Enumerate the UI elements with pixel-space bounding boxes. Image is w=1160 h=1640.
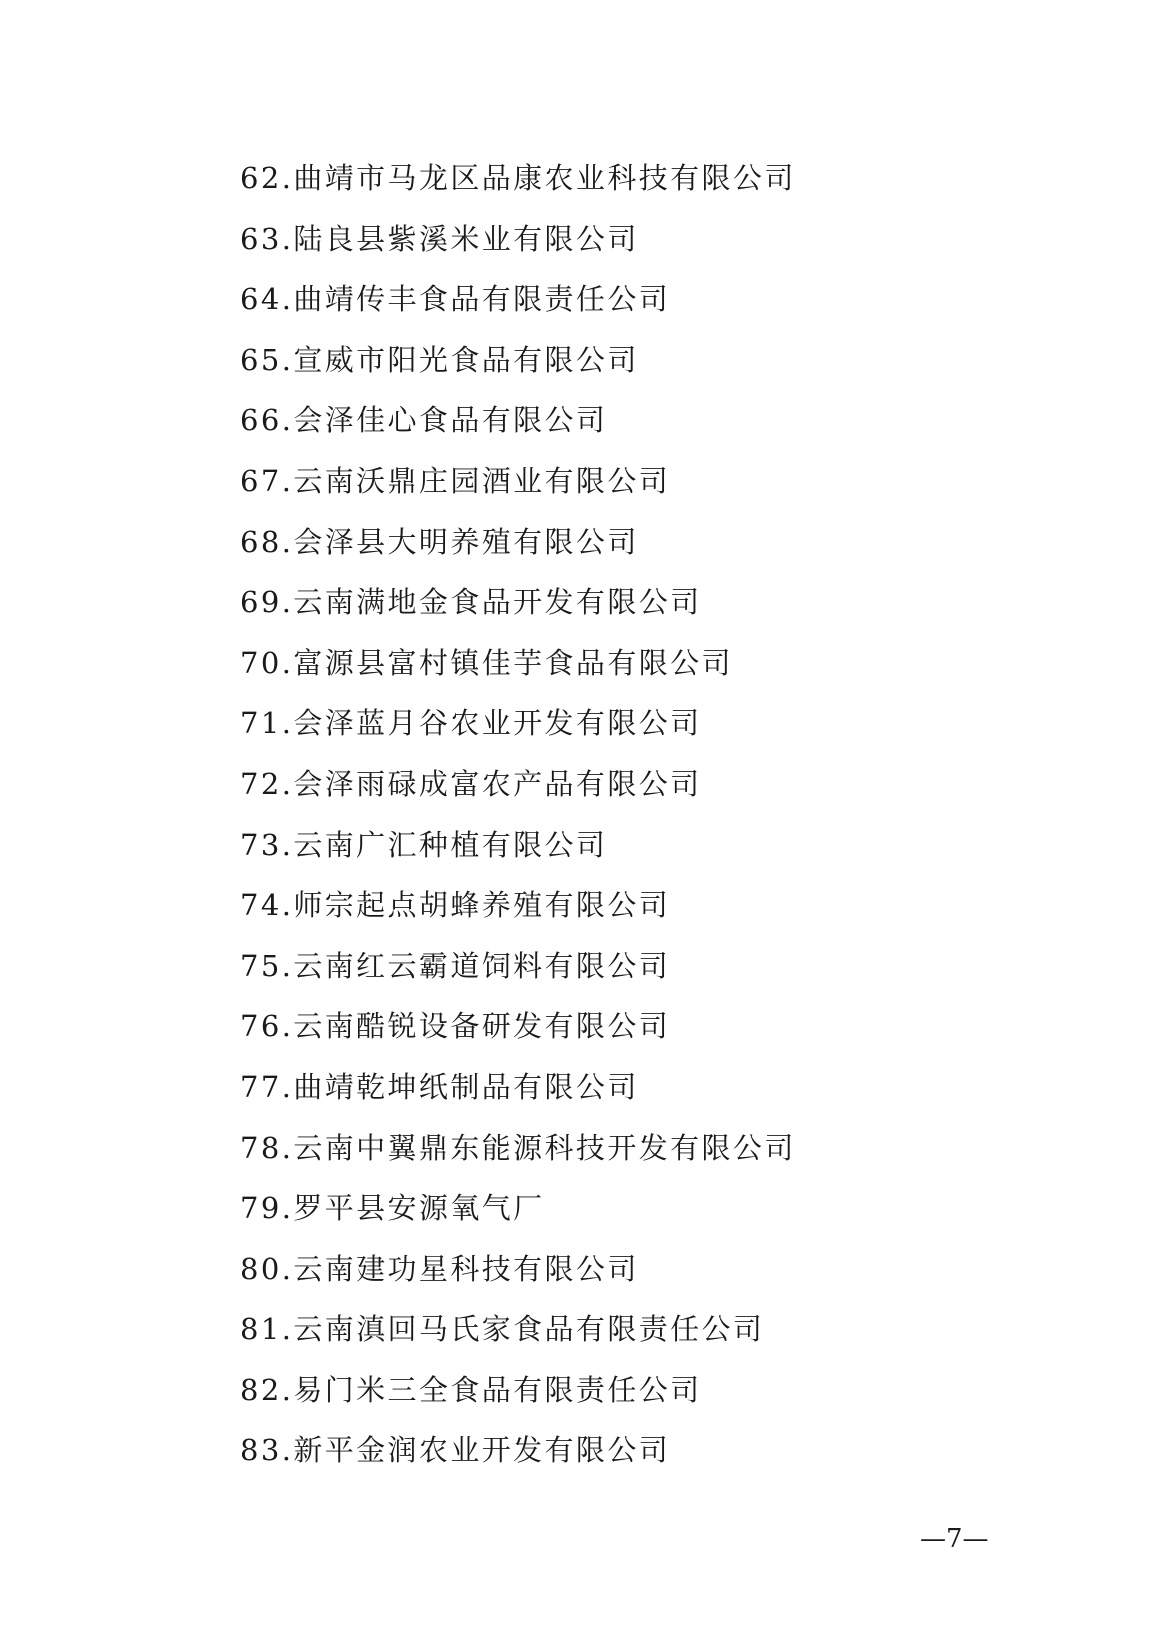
page-number: —7—	[920, 1524, 989, 1554]
list-item: 74.师宗起点胡蜂养殖有限公司	[240, 888, 671, 923]
list-item: 83.新平金润农业开发有限公司	[240, 1433, 671, 1468]
list-item: 62.曲靖市马龙区品康农业科技有限公司	[240, 161, 796, 195]
list-item: 71.会泽蓝月谷农业开发有限公司	[240, 706, 702, 741]
list-item: 82.易门米三全食品有限责任公司	[240, 1372, 702, 1407]
list-item: 65.宣威市阳光食品有限公司	[240, 342, 639, 377]
list-item: 73.云南广汇种植有限公司	[240, 827, 608, 862]
list-item: 81.云南滇回马氏家食品有限责任公司	[240, 1312, 765, 1347]
list-item: 69.云南满地金食品开发有限公司	[240, 585, 702, 620]
list-item: 72.会泽雨碌成富农产品有限公司	[240, 766, 702, 801]
list-item: 70.富源县富村镇佳芋食品有限公司	[240, 645, 733, 680]
list-item: 67.云南沃鼎庄园酒业有限公司	[240, 463, 671, 498]
list-item: 80.云南建功星科技有限公司	[240, 1251, 639, 1286]
list-item: 75.云南红云霸道饲料有限公司	[240, 948, 671, 983]
list-item: 64.曲靖传丰食品有限责任公司	[240, 282, 671, 317]
list-item: 77.曲靖乾坤纸制品有限公司	[240, 1069, 639, 1104]
company-list	[240, 148, 796, 1481]
list-item: 79.罗平县安源氧气厂	[240, 1191, 545, 1226]
list-item: 68.会泽县大明养殖有限公司	[240, 524, 639, 559]
list-item: 78.云南中翼鼎东能源科技开发有限公司	[240, 1130, 796, 1165]
list-item: 76.云南酷锐设备研发有限公司	[240, 1009, 671, 1044]
list-item: 66.会泽佳心食品有限公司	[240, 403, 608, 438]
list-item: 63.陆良县紫溪米业有限公司	[240, 221, 639, 256]
